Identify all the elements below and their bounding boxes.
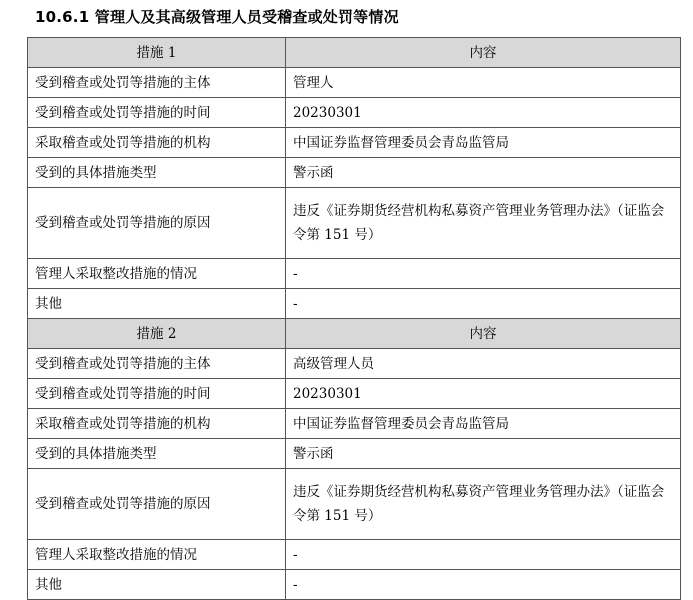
table-row <box>28 128 681 158</box>
row-value: - <box>286 259 681 289</box>
header-content: 内容 <box>286 38 681 68</box>
row-value: 中国证券监督管理委员会青岛监管局 <box>286 128 681 158</box>
row-value: 20230301 <box>286 379 681 409</box>
row-label: 受到稽查或处罚等措施的时间 <box>28 98 286 128</box>
row-value: 违反《证券期货经营机构私募资产管理业务管理办法》（证监会令第 151 号） <box>286 188 681 259</box>
row-label: 受到稽查或处罚等措施的主体 <box>28 349 286 379</box>
table-row <box>28 540 681 570</box>
header-measure-1: 措施 1 <box>28 38 286 68</box>
row-value: 警示函 <box>286 158 681 188</box>
row-label: 采取稽查或处罚等措施的机构 <box>28 409 286 439</box>
header-measure-2: 措施 2 <box>28 319 286 349</box>
table-row <box>28 98 681 128</box>
row-label: 受到的具体措施类型 <box>28 158 286 188</box>
section-title: 10.6.1 管理人及其高级管理人员受稽查或处罚等情况 <box>35 8 399 26</box>
row-value: 中国证券监督管理委员会青岛监管局 <box>286 409 681 439</box>
table-row <box>28 289 681 319</box>
table-row <box>28 439 681 469</box>
row-value: 管理人 <box>286 68 681 98</box>
table-row <box>28 469 681 540</box>
row-label: 其他 <box>28 570 286 600</box>
row-label: 管理人采取整改措施的情况 <box>28 540 286 570</box>
row-label: 受到稽查或处罚等措施的原因 <box>28 188 286 259</box>
row-value: - <box>286 540 681 570</box>
row-label: 其他 <box>28 289 286 319</box>
row-label: 受到稽查或处罚等措施的时间 <box>28 379 286 409</box>
row-label: 采取稽查或处罚等措施的机构 <box>28 128 286 158</box>
table-row <box>28 409 681 439</box>
row-label: 管理人采取整改措施的情况 <box>28 259 286 289</box>
table-row <box>28 158 681 188</box>
table-row <box>28 349 681 379</box>
header-content: 内容 <box>286 319 681 349</box>
row-label: 受到的具体措施类型 <box>28 439 286 469</box>
table-header-row <box>28 319 681 349</box>
table-row <box>28 188 681 259</box>
row-value: - <box>286 289 681 319</box>
row-value: 警示函 <box>286 439 681 469</box>
row-label: 受到稽查或处罚等措施的主体 <box>28 68 286 98</box>
row-value: 违反《证券期货经营机构私募资产管理业务管理办法》（证监会令第 151 号） <box>286 469 681 540</box>
table-row <box>28 570 681 600</box>
table-header-row <box>28 38 681 68</box>
measures-table <box>27 37 681 600</box>
row-value: 20230301 <box>286 98 681 128</box>
row-value: - <box>286 570 681 600</box>
table-row <box>28 379 681 409</box>
table-row <box>28 259 681 289</box>
row-label: 受到稽查或处罚等措施的原因 <box>28 469 286 540</box>
table-row <box>28 68 681 98</box>
row-value: 高级管理人员 <box>286 349 681 379</box>
